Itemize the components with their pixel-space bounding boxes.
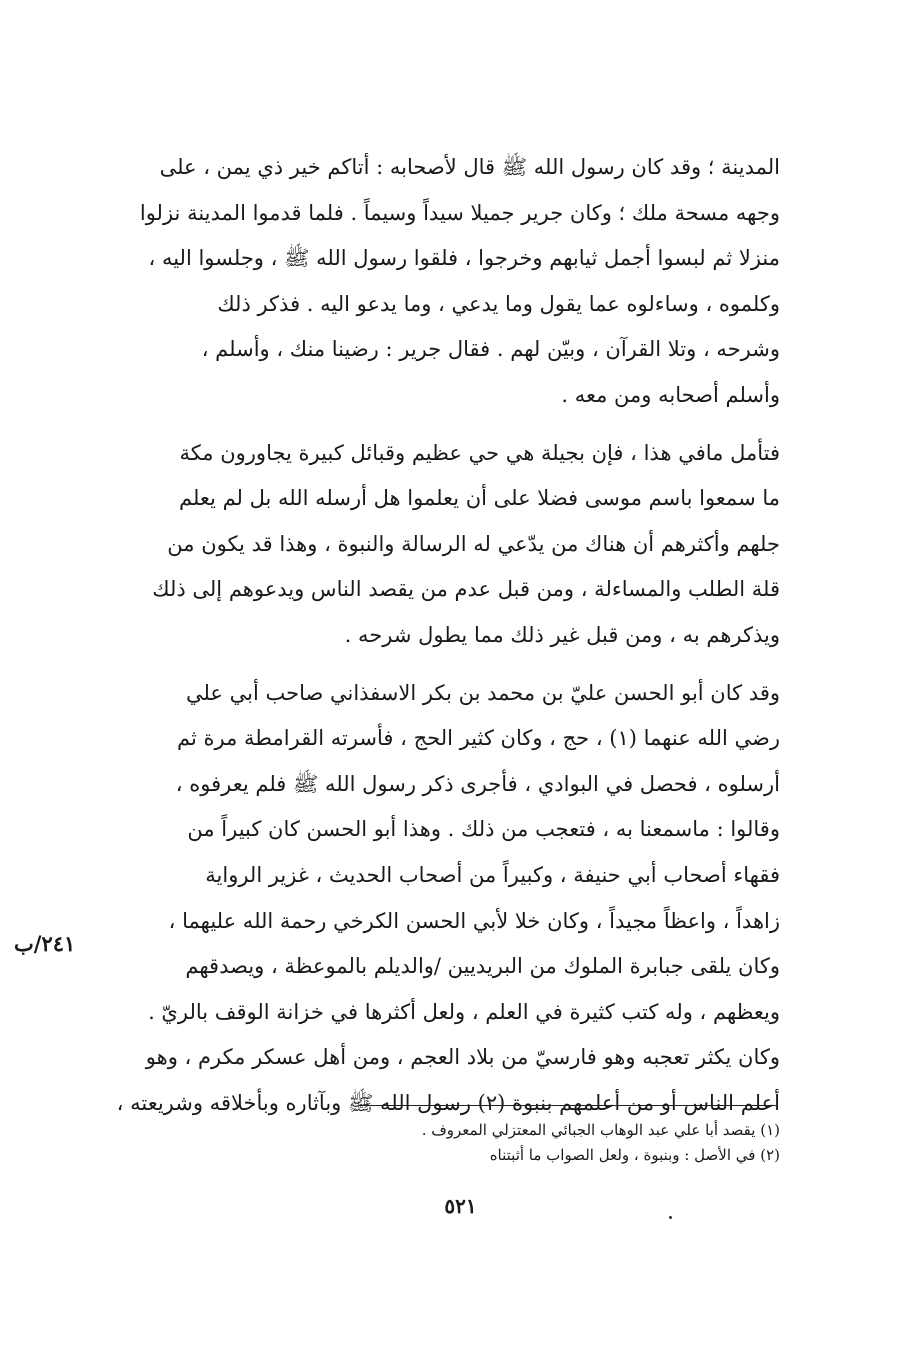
body-text	[108, 145, 780, 1126]
text-line: جلهم وأكثرهم أن هناك من يدّعي له الرسالة والنبوة ، وهذا قد يكون من	[167, 531, 780, 556]
text-line: ويذكرهم به ، ومن قبل غير ذلك مما يطول شرحه .	[344, 622, 780, 647]
text-line: فتأمل مافي هذا ، فإن بجيلة هي حي عظيم وقبائل كبيرة يجاورون مكة	[179, 440, 780, 465]
paragraph-3	[108, 671, 780, 1127]
footnote-divider	[360, 1105, 778, 1106]
text-line: وجهه مسحة ملك ؛ وكان جرير جميلا سيداً وسيماً . فلما قدموا المدينة نزلوا	[139, 200, 780, 225]
footnotes	[330, 1118, 780, 1168]
text-line: قلة الطلب والمساءلة ، ومن قبل عدم من يقصد الناس ويدعوهم إلى ذلك	[152, 577, 780, 602]
text-line: وكان يلقى جبابرة الملوك من البريديين /والديلم بالموعظة ، ويصدقهم	[185, 954, 780, 979]
footnote-1: (١) يقصد أبا علي عبد الوهاب الجبائي المعتزلي المعروف .	[421, 1121, 780, 1139]
text-line: أرسلوه ، فحصل في البوادي ، فأجرى ذكر رسول الله ﷺ فلم يعرفوه ،	[175, 771, 780, 796]
footnote-2: (٢) في الأصل : وبنبوة ، ولعل الصواب ما أثبتناه	[489, 1146, 780, 1164]
text-line: وقالوا : ماسمعنا به ، فتعجب من ذلك . وهذا أبو الحسن كان كبيراً من	[187, 817, 780, 842]
text-line: ما سمعوا باسم موسى فضلا على أن يعلموا هل أرسله الله بل لم يعلم	[179, 486, 780, 511]
text-line: رضي الله عنهما (١) ، حج ، وكان كثير الحج ، فأسرته القرامطة مرة ثم	[177, 726, 780, 751]
text-line: المدينة ؛ وقد كان رسول الله ﷺ قال لأصحابه : أتاكم خير ذي يمن ، على	[159, 155, 780, 179]
paragraph-1	[108, 145, 780, 419]
text-line: زاهداً ، واعظاً مجيداً ، وكان خلا لأبي الحسن الكرخي رحمة الله عليهما ،	[168, 908, 780, 933]
text-line: فقهاء أصحاب أبي حنيفة ، وكبيراً من أصحاب الحديث ، غزير الرواية	[205, 862, 780, 887]
text-line: وأسلم أصحابه ومن معه .	[561, 382, 780, 407]
text-line: ويعظهم ، وله كتب كثيرة في العلم ، ولعل أكثرها في خزانة الوقف بالريّ .	[148, 999, 780, 1024]
text-line: وكلموه ، وساءلوه عما يقول وما يدعي ، وما يدعو اليه . فذكر ذلك	[217, 291, 780, 316]
text-line: وكان يكثر تعجبه وهو فارسيّ من بلاد العجم ، ومن أهل عسكر مكرم ، وهو	[145, 1045, 780, 1070]
print-speck	[669, 1216, 672, 1219]
page-number: ٥٢١	[444, 1194, 477, 1218]
text-line: وشرحه ، وتلا القرآن ، وبيّن لهم . فقال جرير : رضينا منك ، وأسلم ،	[201, 337, 780, 362]
text-line: وقد كان أبو الحسن عليّ بن محمد بن بكر الاسفذاني صاحب أبي علي	[185, 680, 780, 705]
manuscript-folio-note: ٢٤١/ب	[14, 931, 76, 956]
text-line: منزلا ثم لبسوا أجمل ثيابهم وخرجوا ، فلقوا رسول الله ﷺ ، وجلسوا اليه ،	[148, 246, 780, 271]
paragraph-2	[108, 431, 780, 659]
text-line: أعلم الناس أو من أعلمهم بنبوة (٢) رسول الله ﷺ وبآثاره وبأخلاقه وشريعته ،	[116, 1090, 780, 1115]
